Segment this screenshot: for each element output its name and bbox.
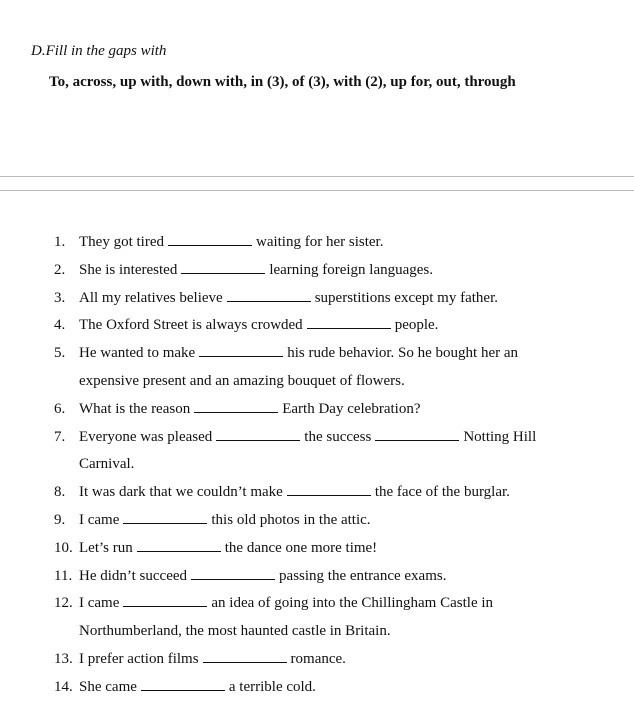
sentence-text: Let’s run xyxy=(79,539,133,556)
exercise-heading: D.Fill in the gaps with xyxy=(31,43,167,59)
item-number: 12. xyxy=(54,595,73,612)
gap-blank[interactable] xyxy=(287,483,371,496)
exercise-item xyxy=(0,539,634,563)
sentence-text: I came xyxy=(79,512,120,528)
sentence-text: passing the entrance exams. xyxy=(279,567,447,584)
gap-blank[interactable] xyxy=(141,678,225,691)
sentence-text: the success xyxy=(304,428,372,445)
sentence-text: a terrible cold. xyxy=(228,678,316,695)
item-sentence xyxy=(79,289,498,307)
exercise-item xyxy=(0,567,634,591)
item-sentence xyxy=(79,567,446,585)
item-number: 9. xyxy=(54,512,66,528)
item-number: 14. xyxy=(54,678,73,695)
sentence-text: She is interested xyxy=(79,261,178,278)
sentence-text: All my relatives believe xyxy=(79,289,223,306)
exercise-item xyxy=(0,316,634,340)
exercise-item xyxy=(0,511,634,535)
gap-blank[interactable] xyxy=(191,567,275,580)
item-number: 10. xyxy=(54,539,73,556)
item-sentence xyxy=(79,483,510,501)
gap-blank[interactable] xyxy=(199,344,283,357)
sentence-text: Notting Hill xyxy=(463,428,537,445)
exercise-item xyxy=(0,428,634,452)
item-sentence xyxy=(79,344,518,362)
sentence-text: Earth Day celebration? xyxy=(282,400,421,417)
exercise-item xyxy=(0,650,634,674)
item-sentence xyxy=(79,594,493,612)
sentence-text: romance. xyxy=(290,651,346,667)
gap-blank[interactable] xyxy=(375,428,459,441)
sentence-text: I came xyxy=(79,595,120,612)
gap-blank[interactable] xyxy=(307,316,391,329)
item-number: 3. xyxy=(54,289,66,306)
item-number: 1. xyxy=(54,234,66,250)
sentence-text: She came xyxy=(79,678,137,695)
sentence-text: expensive present and an amazing bouquet of flowers. xyxy=(79,373,405,389)
item-sentence xyxy=(79,650,346,668)
gap-blank[interactable] xyxy=(194,400,278,413)
sentence-text: his rude behavior. So he bought her an xyxy=(287,345,519,362)
item-sentence xyxy=(79,316,438,334)
exercise-item-continuation xyxy=(0,622,634,646)
sentence-text: The Oxford Street is always crowded xyxy=(79,317,303,334)
sentence-text: this old photos in the attic. xyxy=(211,512,371,528)
sentence-text: He wanted to make xyxy=(79,345,196,362)
gap-blank[interactable] xyxy=(168,233,252,246)
gap-blank[interactable] xyxy=(216,428,300,441)
item-sentence xyxy=(79,233,383,251)
gap-blank[interactable] xyxy=(203,650,287,663)
item-number: 2. xyxy=(54,261,66,278)
gap-blank[interactable] xyxy=(227,289,311,302)
sentence-text: an idea of going into the Chillingham Castle in xyxy=(211,595,494,612)
item-number: 4. xyxy=(54,317,66,334)
sentence-text: superstitions except my father. xyxy=(314,289,498,306)
exercise-item xyxy=(0,400,634,424)
exercise-item-continuation xyxy=(0,455,634,479)
sentence-text: the dance one more time! xyxy=(224,539,378,556)
item-number: 11. xyxy=(54,567,73,584)
sentence-text: learning foreign languages. xyxy=(269,261,434,278)
sentence-text: Carnival. xyxy=(79,456,135,473)
sentence-text: It was dark that we couldn’t make xyxy=(79,484,283,501)
item-sentence xyxy=(79,400,420,418)
sentence-text: Northumberland, the most haunted castle in Britain. xyxy=(79,623,391,640)
sentence-text: I prefer action films xyxy=(79,651,199,667)
gap-blank[interactable] xyxy=(181,261,265,274)
exercise-item-continuation xyxy=(0,372,634,396)
item-sentence xyxy=(79,539,377,557)
item-sentence xyxy=(79,678,316,696)
item-sentence xyxy=(79,261,433,279)
item-number: 7. xyxy=(54,428,66,445)
exercise-item xyxy=(0,483,634,507)
gap-blank[interactable] xyxy=(123,594,207,607)
sentence-text: waiting for her sister. xyxy=(255,234,384,250)
word-bank: To, across, up with, down with, in (3), of (3), with (2), up for, out, through xyxy=(49,74,516,90)
item-number: 13. xyxy=(54,651,73,667)
sentence-text: people. xyxy=(394,317,439,334)
item-sentence xyxy=(79,428,536,446)
sentence-text: He didn’t succeed xyxy=(79,567,188,584)
exercise-item xyxy=(0,289,634,313)
item-number: 6. xyxy=(54,400,66,417)
sentence-text: What is the reason xyxy=(79,400,191,417)
exercise-item xyxy=(0,344,634,368)
sentence-text: the face of the burglar. xyxy=(374,484,510,501)
gap-blank[interactable] xyxy=(137,539,221,552)
gap-blank[interactable] xyxy=(123,511,207,524)
exercise-item xyxy=(0,594,634,618)
sentence-text: They got tired xyxy=(79,234,164,250)
item-sentence xyxy=(79,511,371,529)
sentence-text: Everyone was pleased xyxy=(79,428,213,445)
item-number: 5. xyxy=(54,345,66,362)
exercise-item xyxy=(0,678,634,702)
exercise-item xyxy=(0,261,634,285)
exercise-item xyxy=(0,233,634,257)
item-number: 8. xyxy=(54,484,66,501)
